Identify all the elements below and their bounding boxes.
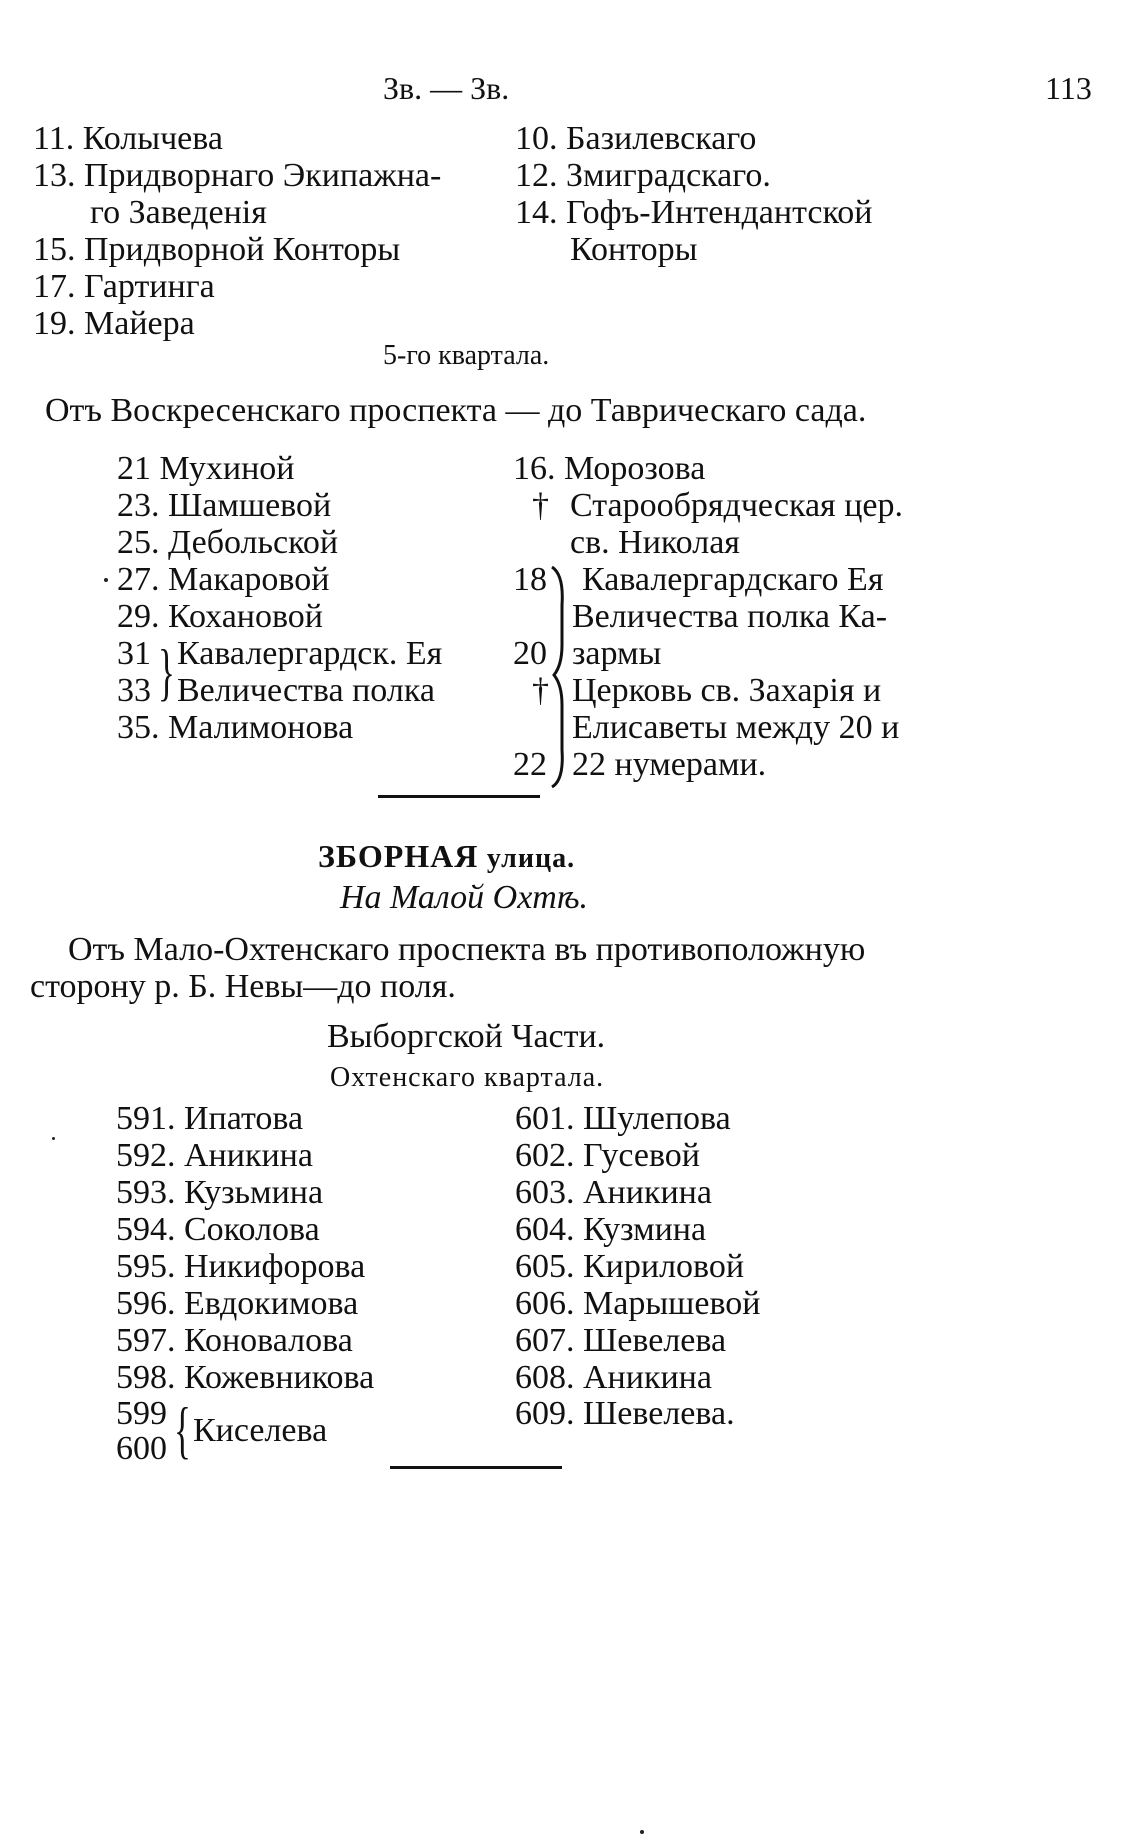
street-location: На Малой Охтѣ. bbox=[340, 879, 589, 916]
list-item: 598. Кожевникова bbox=[116, 1359, 375, 1396]
list-item: 19. Майера bbox=[33, 305, 195, 342]
section-divider bbox=[378, 795, 540, 798]
list-item: 607. Шевелева bbox=[515, 1322, 727, 1359]
list-item: 21 Мухиной bbox=[117, 450, 295, 487]
list-item: зармы bbox=[572, 635, 662, 672]
list-item: Конторы bbox=[570, 231, 698, 268]
cross-icon: † bbox=[532, 487, 549, 524]
list-item: 15. Придворной Конторы bbox=[33, 231, 401, 268]
list-item-number: 33 bbox=[117, 672, 151, 709]
list-item-number: 31 bbox=[117, 635, 151, 672]
ink-speck bbox=[52, 1137, 55, 1140]
list-item: 13. Придворнаго Экипажна- bbox=[33, 157, 442, 194]
list-item: 609. Шевелева. bbox=[515, 1395, 735, 1432]
list-item: Кавалергардск. Ея bbox=[177, 635, 443, 672]
running-title: Зв. — Зв. bbox=[383, 70, 510, 106]
list-item: 11. Колычева bbox=[33, 120, 223, 157]
list-item: 606. Марышевой bbox=[515, 1285, 761, 1322]
brace-icon: } bbox=[158, 636, 175, 707]
cross-icon: † bbox=[532, 672, 549, 709]
list-item: Киселева bbox=[193, 1412, 328, 1449]
quarter-title: Охтенскаго квартала. bbox=[330, 1062, 605, 1093]
list-item: 608. Аникина bbox=[515, 1359, 712, 1396]
ink-speck bbox=[640, 1830, 644, 1834]
list-item: Церковь св. Захарія и bbox=[572, 672, 882, 709]
list-item-number: 600 bbox=[116, 1430, 167, 1467]
list-item: 25. Дебольской bbox=[117, 524, 339, 561]
list-item: 27. Макаровой bbox=[117, 561, 330, 598]
list-item: 603. Аникина bbox=[515, 1174, 712, 1211]
list-item: 595. Никифорова bbox=[116, 1248, 366, 1285]
list-item: 596. Евдокимова bbox=[116, 1285, 359, 1322]
page-number: 113 bbox=[1045, 70, 1092, 106]
list-item: 35. Малимонова bbox=[117, 709, 354, 746]
list-item: го Заведенія bbox=[90, 194, 267, 231]
list-item: 602. Гусевой bbox=[515, 1137, 700, 1174]
list-item: 597. Коновалова bbox=[116, 1322, 353, 1359]
section-divider bbox=[390, 1466, 562, 1469]
list-item: 592. Аникина bbox=[116, 1137, 313, 1174]
list-item-number: 20 bbox=[513, 635, 547, 672]
list-item: 594. Соколова bbox=[116, 1211, 320, 1248]
brace-icon bbox=[548, 565, 570, 790]
list-item: 29. Кохановой bbox=[117, 598, 323, 635]
list-item: 22 нумерами. bbox=[572, 746, 767, 783]
route-description: Отъ Мало-Охтенскаго проспекта въ противоположную bbox=[68, 931, 866, 968]
list-item: 10. Базилевскаго bbox=[515, 120, 757, 157]
route-description: Отъ Воскресенскаго проспекта — до Таврическаго сада. bbox=[45, 392, 867, 429]
street-name: ЗБОРНАЯ bbox=[318, 838, 479, 874]
district-title: Выборгской Части. bbox=[327, 1018, 606, 1055]
route-description: сторону р. Б. Невы—до поля. bbox=[30, 968, 456, 1005]
list-item: 17. Гартинга bbox=[33, 268, 215, 305]
list-item-number: 18 bbox=[513, 561, 547, 598]
brace-icon: { bbox=[174, 1394, 191, 1465]
list-item: 23. Шамшевой bbox=[117, 487, 332, 524]
list-item-number: 599 bbox=[116, 1395, 167, 1432]
list-item: Елисаветы между 20 и bbox=[572, 709, 900, 746]
list-item: 14. Гофъ-Интендантской bbox=[515, 194, 873, 231]
list-item: 591. Ипатова bbox=[116, 1100, 304, 1137]
list-item: св. Николая bbox=[570, 524, 740, 561]
list-item: 593. Кузьмина bbox=[116, 1174, 324, 1211]
list-item: 604. Кузмина bbox=[515, 1211, 707, 1248]
list-item: 605. Кириловой bbox=[515, 1248, 745, 1285]
list-item: 601. Шулепова bbox=[515, 1100, 731, 1137]
list-item: 12. Змиградскаго. bbox=[515, 157, 771, 194]
list-item: Величества полка bbox=[177, 672, 435, 709]
street-type: улица. bbox=[486, 843, 576, 874]
list-item: Величества полка Ка- bbox=[572, 598, 888, 635]
quarter-title: 5-го квартала. bbox=[383, 340, 550, 371]
list-item-number: 22 bbox=[513, 746, 547, 783]
list-item: Кавалергардскаго Ея bbox=[582, 561, 884, 598]
ink-speck bbox=[104, 578, 108, 582]
street-heading bbox=[318, 835, 575, 880]
list-item: 16. Морозова bbox=[513, 450, 706, 487]
list-item: Старообрядческая цер. bbox=[570, 487, 903, 524]
